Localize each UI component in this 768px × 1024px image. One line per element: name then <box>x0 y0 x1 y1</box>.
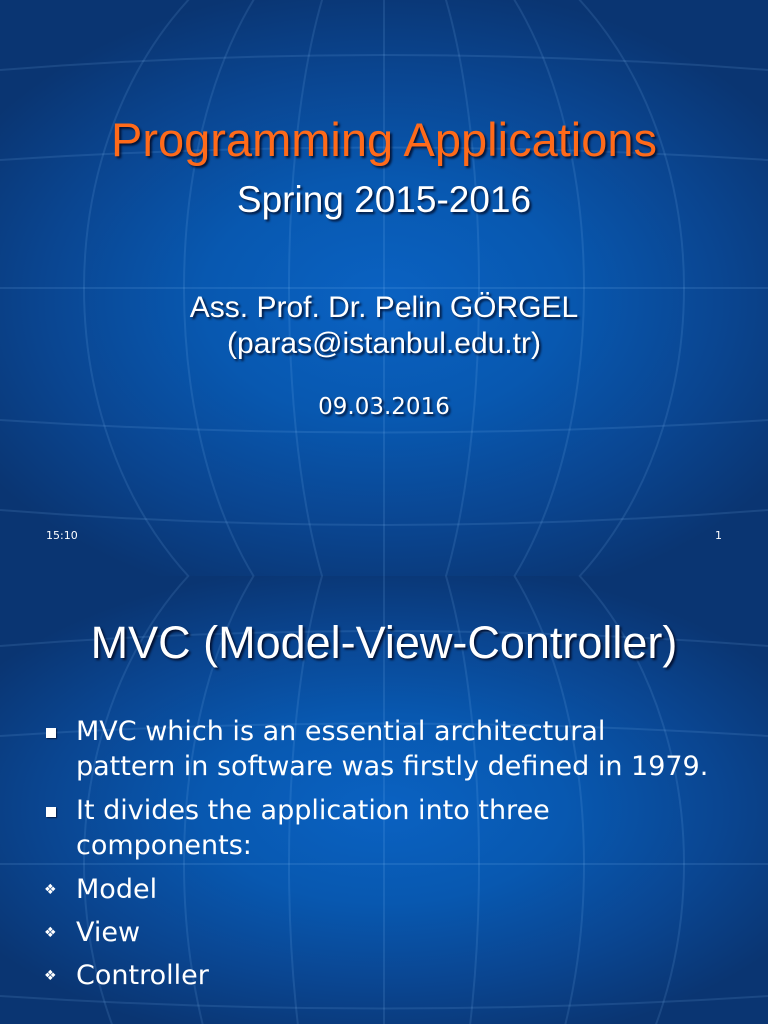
bullet-list <box>0 714 768 1001</box>
diamond-bullet-icon: ❖ <box>44 925 57 941</box>
diamond-bullet-icon: ❖ <box>44 882 57 898</box>
presentation-title: Programming Applications <box>111 113 657 166</box>
slide-title: MVC (Model-View-Controller) <box>90 617 678 668</box>
semester-subtitle: Spring 2015-2016 <box>236 179 532 220</box>
presentation-date: 09.03.2016 <box>318 394 450 420</box>
square-bullet-icon <box>46 807 56 817</box>
list-item: ❖ Model <box>44 874 158 905</box>
author-block <box>0 290 768 362</box>
list-item: ❖ Controller <box>44 960 209 991</box>
square-bullet-icon <box>46 728 56 738</box>
list-item: ❖ View <box>44 917 141 948</box>
diamond-bullet-icon: ❖ <box>44 968 57 984</box>
footer-time: 15:10 <box>46 529 78 542</box>
footer-page-number: 1 <box>715 529 722 542</box>
author-name: Ass. Prof. Dr. Pelin GÖRGEL <box>189 291 579 324</box>
author-email: (paras@istanbul.edu.tr) <box>227 327 541 360</box>
slide-2 <box>0 576 768 1024</box>
list-item: MVC which is an essential architectural pattern in software was firstly defined in 1979. <box>0 714 768 784</box>
list-item: It divides the application into three components: <box>0 793 768 863</box>
